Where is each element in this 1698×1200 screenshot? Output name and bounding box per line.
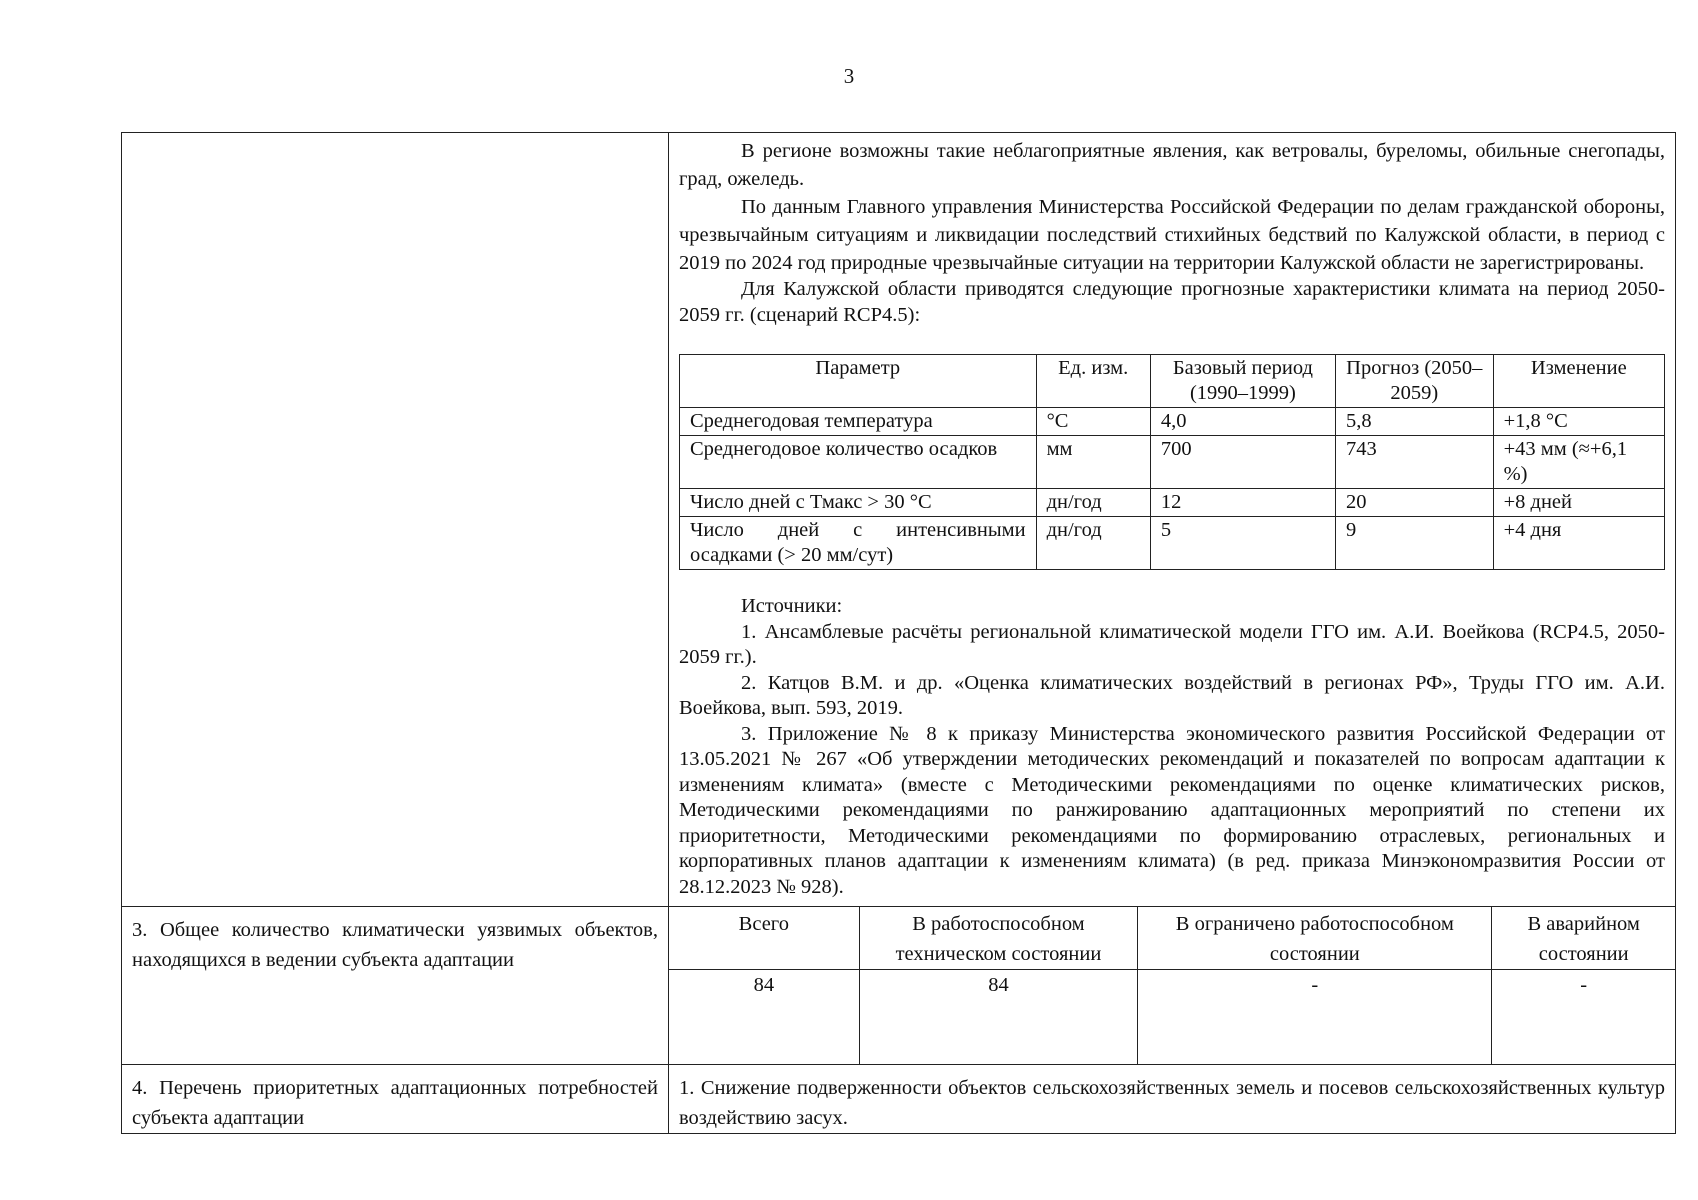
cell-parameter: Среднегодовое количество осадков xyxy=(680,436,1037,489)
paragraph-emergencies: По данным Главного управления Министерства Российской Федерации по делам гражданской обороны, чрезвычайным ситуациям и ликвидации последствий стихийных бедствий по Калужской области, в период с 2019 по 2024 год природные чрезвычайные ситуации на территории Калужской области не зарегистрированы. xyxy=(679,196,1665,274)
paragraph-forecast-intro: Для Калужской области приводятся следующие прогнозные характеристики климата на период 2050-2059 гг. (сценарий RCP4.5): xyxy=(679,278,1665,326)
header-emergency: В аварийном состоянии xyxy=(1492,907,1675,970)
cell-unit: дн/год xyxy=(1036,517,1150,570)
cell-base: 12 xyxy=(1150,489,1335,517)
table-row xyxy=(680,517,1665,570)
header-change: Изменение xyxy=(1493,355,1664,408)
table-row xyxy=(680,436,1665,489)
header-total: Всего xyxy=(669,907,859,970)
objects-header-row xyxy=(669,907,1675,970)
objects-values-row xyxy=(669,970,1675,1064)
objects-row-label: 3. Общее количество климатически уязвимых объектов, находящихся в ведении субъекта адаптации xyxy=(132,919,658,971)
value-limited-operable: - xyxy=(1138,970,1492,1064)
cell-forecast: 9 xyxy=(1336,517,1494,570)
climate-row xyxy=(122,133,1676,907)
source-item-3: 3. Приложение № 8 к приказу Министерства экономического развития Российской Федерации от 13.05.2021 № 267 «Об утверждении методических рекомендаций и показателей по вопросам адаптации к изменениям климата» (вместе с Методическими рекомендациями по оценке климатических рисков, Методическими рекомендациями по ранжированию адаптационных мероприятий по степени их приоритетности, Методическими рекомендациями по формированию отраслевых, региональных и корпоративных планов адаптации к изменениям климата) (в ред. приказа Минэкономразвития России от 28.12.2023 № 928). xyxy=(679,722,1665,898)
needs-row-label-cell xyxy=(122,1064,669,1133)
cell-parameter: Число дней с интенсивными осадками (> 20 мм/сут) xyxy=(680,517,1037,570)
cell-base: 700 xyxy=(1150,436,1335,489)
climate-row-label-cell xyxy=(122,133,669,907)
cell-parameter: Среднегодовая температура xyxy=(680,408,1037,436)
cell-base: 5 xyxy=(1150,517,1335,570)
needs-row-label: 4. Перечень приоритетных адаптационных потребностей субъекта адаптации xyxy=(132,1076,658,1129)
needs-row xyxy=(122,1064,1676,1133)
cell-change: +8 дней xyxy=(1493,489,1664,517)
table-row xyxy=(680,489,1665,517)
cell-change: +4 дня xyxy=(1493,517,1664,570)
table-row xyxy=(680,408,1665,436)
paragraph-hazards: В регионе возможны такие неблагоприятные явления, как ветровалы, буреломы, обильные снегопады, град, ожеледь. xyxy=(679,140,1665,190)
objects-row-label-cell xyxy=(122,907,669,1065)
header-unit: Ед. изм. xyxy=(1036,355,1150,408)
objects-row xyxy=(122,907,1676,1065)
source-item-1: 1. Ансамблевые расчёты региональной климатической модели ГГО им. А.И. Воейкова (RCP4.5, 2050-2059 гг.). xyxy=(679,620,1665,668)
climate-table-header-row xyxy=(680,355,1665,408)
page-number: 3 xyxy=(843,64,855,88)
cell-unit: °C xyxy=(1036,408,1150,436)
cell-base: 4,0 xyxy=(1150,408,1335,436)
source-item-2: 2. Катцов В.М. и др. «Оценка климатических воздействий в регионах РФ», Труды ГГО им. А.И. Воейкова, вып. 593, 2019. xyxy=(679,671,1665,719)
value-operable: 84 xyxy=(859,970,1138,1064)
needs-text: 1. Снижение подверженности объектов сельскохозяйственных земель и посевов сельскохозяйственных культур воздействию засух. xyxy=(679,1076,1665,1129)
header-operable: В работоспособном техническом состоянии xyxy=(859,907,1138,970)
adaptation-passport-table xyxy=(121,132,1676,1134)
header-parameter: Параметр xyxy=(680,355,1037,408)
cell-parameter: Число дней с Тмакс > 30 °C xyxy=(680,489,1037,517)
cell-forecast: 743 xyxy=(1336,436,1494,489)
value-total: 84 xyxy=(669,970,859,1064)
climate-row-content-cell xyxy=(669,133,1676,907)
objects-count-table xyxy=(669,907,1675,1064)
header-base-period: Базовый период (1990–1999) xyxy=(1150,355,1335,408)
objects-row-content-cell xyxy=(669,907,1676,1065)
cell-forecast: 5,8 xyxy=(1336,408,1494,436)
sources-title: Источники: xyxy=(741,595,843,617)
header-limited-operable: В ограничено работоспособном состоянии xyxy=(1138,907,1492,970)
cell-change: +1,8 °C xyxy=(1493,408,1664,436)
climate-forecast-table xyxy=(679,354,1665,570)
needs-row-content-cell xyxy=(669,1064,1676,1133)
value-emergency: - xyxy=(1492,970,1675,1064)
cell-unit: мм xyxy=(1036,436,1150,489)
header-forecast: Прогноз (2050–2059) xyxy=(1336,355,1494,408)
cell-forecast: 20 xyxy=(1336,489,1494,517)
cell-change: +43 мм (≈+6,1 %) xyxy=(1493,436,1664,489)
cell-unit: дн/год xyxy=(1036,489,1150,517)
